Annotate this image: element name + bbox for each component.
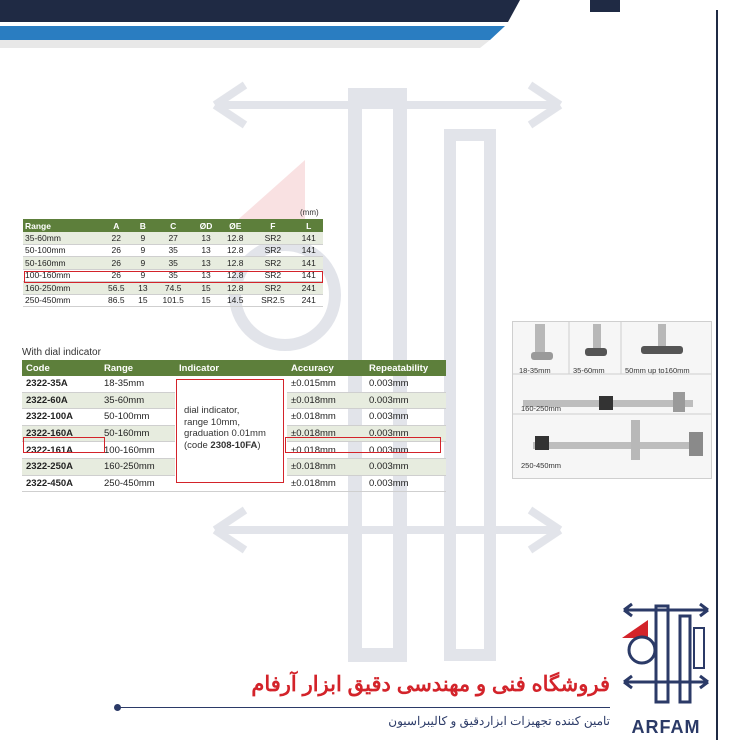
range-cell: 50-160mm xyxy=(100,425,175,442)
top-banner xyxy=(0,0,750,60)
dim-table-cell: 13 xyxy=(193,269,219,282)
range-cell: 35-60mm xyxy=(100,392,175,409)
dim-table-cell: 141 xyxy=(295,257,324,270)
dim-table-cell: SR2 xyxy=(251,269,294,282)
dim-table-cell: SR2 xyxy=(251,232,294,244)
indicator-line-2: range 10mm, xyxy=(184,416,240,428)
code-row-highlight-right xyxy=(285,437,441,453)
dim-table-cell: 26 xyxy=(100,269,132,282)
unit-label: (mm) xyxy=(300,208,319,217)
dim-table-cell: 14.5 xyxy=(219,294,251,307)
range-cell: 250-450mm xyxy=(100,475,175,492)
dim-table-cell: 56.5 xyxy=(100,282,132,295)
dim-header-cell: ØD xyxy=(193,219,219,232)
dim-table-cell: 241 xyxy=(295,294,324,307)
dial-header-cell: Repeatability xyxy=(365,360,446,376)
dim-header-cell: C xyxy=(153,219,193,232)
dim-header-cell: Range xyxy=(23,219,100,232)
repeatability-cell: 0.003mm xyxy=(365,409,446,426)
photo-caption-4: 160-250mm xyxy=(521,404,562,413)
dim-table-cell: 9 xyxy=(132,257,153,270)
accuracy-cell: ±0.018mm xyxy=(287,458,365,475)
dim-table-cell: 12.8 xyxy=(219,244,251,257)
photo-caption-1: 18-35mm xyxy=(519,366,551,375)
dim-header-cell: L xyxy=(295,219,324,232)
dim-table-cell: SR2.5 xyxy=(251,294,294,307)
dim-table-cell: 9 xyxy=(132,232,153,244)
dial-header-cell: Range xyxy=(100,360,175,376)
range-cell: 160-250mm xyxy=(100,458,175,475)
dim-table-cell: 12.8 xyxy=(219,282,251,295)
bore-gauge-illustrations xyxy=(513,322,711,478)
dial-header-cell: Indicator xyxy=(175,360,287,376)
photo-caption-3: 50mm up to160mm xyxy=(625,366,690,375)
dim-table-cell: 160-250mm xyxy=(23,282,100,295)
dim-table-cell: 9 xyxy=(132,244,153,257)
dim-table-cell: 35 xyxy=(153,257,193,270)
code-cell: 2322-160A xyxy=(22,425,100,442)
dim-table-cell: 13 xyxy=(193,232,219,244)
dim-table-cell: 15 xyxy=(132,294,153,307)
dim-table-row xyxy=(23,282,323,295)
repeatability-cell: 0.003mm xyxy=(365,425,446,442)
dial-table-title: With dial indicator xyxy=(22,347,101,358)
repeatability-cell: 0.003mm xyxy=(365,392,446,409)
indicator-line-1: dial indicator, xyxy=(184,405,240,416)
product-photos xyxy=(512,321,712,479)
dim-table-cell: 101.5 xyxy=(153,294,193,307)
code-row-highlight-left xyxy=(23,437,105,453)
dim-table-cell: 141 xyxy=(295,232,324,244)
dim-table-row xyxy=(23,257,323,270)
dim-table-cell: 26 xyxy=(100,257,132,270)
repeatability-cell: 0.003mm xyxy=(365,458,446,475)
dim-table-row xyxy=(23,294,323,307)
dim-header-cell: ØE xyxy=(219,219,251,232)
repeatability-cell: 0.003mm xyxy=(365,442,446,459)
indicator-code-line: (code 2308-10FA) xyxy=(184,439,261,451)
dim-table-cell: SR2 xyxy=(251,257,294,270)
arfam-logo-icon xyxy=(620,598,712,708)
range-cell: 100-160mm xyxy=(100,442,175,459)
code-cell: 2322-161A xyxy=(22,442,100,459)
photo-caption-5: 250-450mm xyxy=(521,461,562,470)
indicator-line-3: graduation 0.01mm xyxy=(184,428,266,439)
dim-table-cell: 241 xyxy=(295,282,324,295)
dim-table-cell: 22 xyxy=(100,232,132,244)
dim-table-cell: 250-450mm xyxy=(23,294,100,307)
dim-table-cell: 35 xyxy=(153,244,193,257)
accuracy-cell: ±0.018mm xyxy=(287,392,365,409)
code-cell: 2322-60A xyxy=(22,392,100,409)
accuracy-cell: ±0.015mm xyxy=(287,376,365,392)
dim-table-cell: 15 xyxy=(193,294,219,307)
dim-table-cell: SR2 xyxy=(251,244,294,257)
dim-table-cell: 15 xyxy=(193,282,219,295)
dimension-table xyxy=(23,219,323,307)
dim-table-cell: 141 xyxy=(295,269,324,282)
dim-table-cell: 35 xyxy=(153,269,193,282)
dial-header-cell: Accuracy xyxy=(287,360,365,376)
dim-table-cell: 86.5 xyxy=(100,294,132,307)
dim-table-cell: 100-160mm xyxy=(23,269,100,282)
dim-header-cell: A xyxy=(100,219,132,232)
footer-line xyxy=(120,707,610,708)
range-cell: 50-100mm xyxy=(100,409,175,426)
accuracy-cell: ±0.018mm xyxy=(287,475,365,492)
code-cell: 2322-450A xyxy=(22,475,100,492)
dim-table-cell: 50-100mm xyxy=(23,244,100,257)
dim-table-cell: SR2 xyxy=(251,282,294,295)
dimension-row-highlight xyxy=(24,271,323,283)
dim-table-cell: 9 xyxy=(132,269,153,282)
dial-header-cell: Code xyxy=(22,360,100,376)
dim-table-row xyxy=(23,232,323,244)
right-divider-line xyxy=(716,10,718,740)
dim-table-cell: 13 xyxy=(193,257,219,270)
store-subtitle: تامین کننده تجهیزات ابزاردقیق و کالیبراسیون xyxy=(388,714,610,728)
store-title: فروشگاه فنی و مهندسی دقیق ابزار آرفام xyxy=(251,673,610,696)
dim-table-cell: 74.5 xyxy=(153,282,193,295)
dim-table-cell: 27 xyxy=(153,232,193,244)
code-cell: 2322-35A xyxy=(22,376,100,392)
dim-table-cell: 13 xyxy=(193,244,219,257)
code-cell: 2322-250A xyxy=(22,458,100,475)
photo-caption-2: 35-60mm xyxy=(573,366,605,375)
dim-table-cell: 13 xyxy=(132,282,153,295)
dim-header-cell: F xyxy=(251,219,294,232)
indicator-description xyxy=(184,405,284,451)
accuracy-cell: ±0.018mm xyxy=(287,442,365,459)
range-cell: 18-35mm xyxy=(100,376,175,392)
accuracy-cell: ±0.018mm xyxy=(287,425,365,442)
dim-header-cell: B xyxy=(132,219,153,232)
logo-text: ARFAM xyxy=(631,717,701,737)
indicator-code: 2308-10FA xyxy=(210,439,258,451)
dim-table-cell: 141 xyxy=(295,244,324,257)
code-cell: 2322-100A xyxy=(22,409,100,426)
dim-table-cell: 12.8 xyxy=(219,232,251,244)
repeatability-cell: 0.003mm xyxy=(365,376,446,392)
dim-table-row xyxy=(23,244,323,257)
accuracy-cell: ±0.018mm xyxy=(287,409,365,426)
repeatability-cell: 0.003mm xyxy=(365,475,446,492)
dim-table-cell: 50-160mm xyxy=(23,257,100,270)
dim-table-cell: 26 xyxy=(100,244,132,257)
dim-table-cell: 35-60mm xyxy=(23,232,100,244)
dim-table-cell: 12.8 xyxy=(219,257,251,270)
dim-table-cell: 12.8 xyxy=(219,269,251,282)
